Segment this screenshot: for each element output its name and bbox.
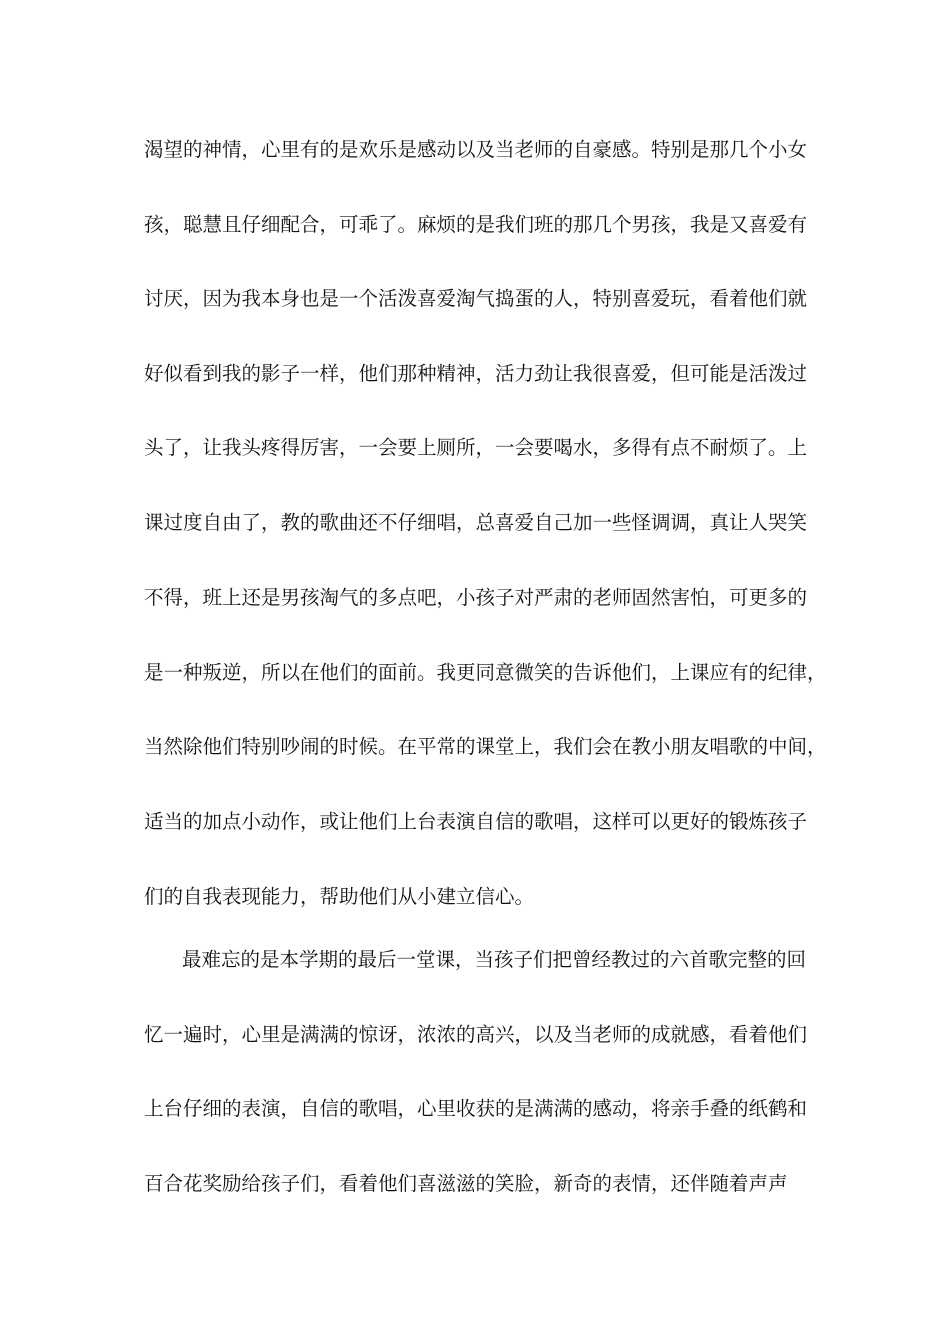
text-line: 适当的加点小动作，或让他们上台表演自信的歌唱，这样可以更好的锻炼孩子 xyxy=(144,810,808,833)
text-line: 孩，聪慧且仔细配合，可乖了。麻烦的是我们班的那几个男孩，我是又喜爱有 xyxy=(144,213,808,236)
text-line: 讨厌，因为我本身也是一个活泼喜爱淘气捣蛋的人，特别喜爱玩，看着他们就 xyxy=(144,287,808,310)
text-line: 上台仔细的表演，自信的歌唱，心里收获的是满满的感动，将亲手叠的纸鹤和 xyxy=(144,1097,808,1120)
paragraph-first-line: 最难忘的是本学期的最后一堂课，当孩子们把曾经教过的六首歌完整的回 xyxy=(182,948,807,971)
text-line: 忆一遍时，心里是满满的惊讶，浓浓的高兴，以及当老师的成就感，看着他们 xyxy=(144,1023,808,1046)
text-line: 当然除他们特别吵闹的时候。在平常的课堂上，我们会在教小朋友唱歌的中间， xyxy=(144,735,827,758)
text-line: 好似看到我的影子一样，他们那种精神，活力劲让我很喜爱，但可能是活泼过 xyxy=(144,362,808,385)
text-line: 课过度自由了，教的歌曲还不仔细唱，总喜爱自己加一些怪调调，真让人哭笑 xyxy=(144,511,808,534)
text-line: 百合花奖励给孩子们，看着他们喜滋滋的笑脸，新奇的表情，还伴随着声声 xyxy=(144,1172,788,1195)
text-line: 们的自我表现能力，帮助他们从小建立信心。 xyxy=(144,885,535,908)
text-line: 渴望的神情，心里有的是欢乐是感动以及当老师的自豪感。特别是那几个小女 xyxy=(144,138,808,161)
text-line: 不得，班上还是男孩淘气的多点吧，小孩子对严肃的老师固然害怕，可更多的 xyxy=(144,586,808,609)
text-line: 头了，让我头疼得厉害，一会要上厕所，一会要喝水，多得有点不耐烦了。上 xyxy=(144,436,808,459)
text-line: 是一种叛逆，所以在他们的面前。我更同意微笑的告诉他们，上课应有的纪律， xyxy=(144,661,827,684)
